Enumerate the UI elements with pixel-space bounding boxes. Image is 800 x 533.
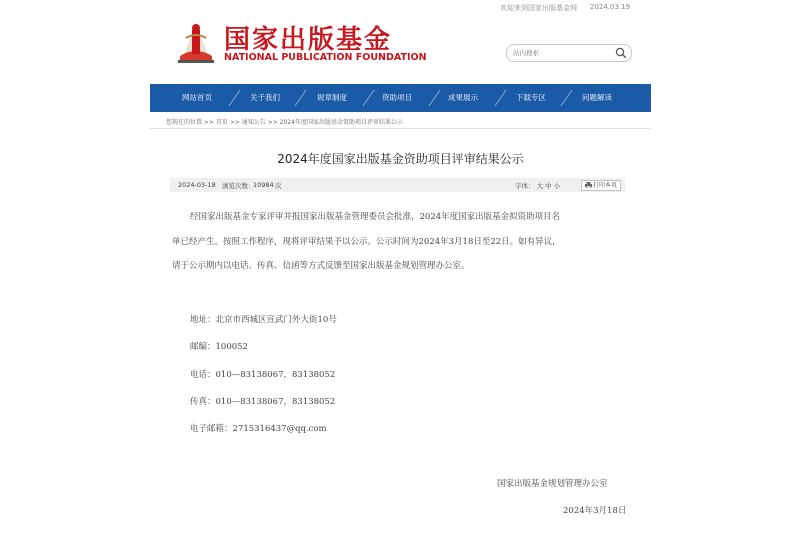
signature-date: 2024年3月18日	[563, 506, 627, 516]
main-nav	[150, 84, 651, 112]
breadcrumb-separator: >>	[265, 119, 280, 126]
contact-postcode: 邮编：100052	[190, 342, 248, 352]
nav-item-projects[interactable]: 资助项目	[382, 93, 412, 102]
logo-title-cn: 国家出版基金	[224, 25, 393, 55]
font-size-large[interactable]: 大	[536, 182, 544, 190]
print-label: 打印本页	[593, 182, 618, 189]
contact-fax: 传真：010—83138067，83138052	[190, 397, 336, 407]
paragraph-line: 请于公示期内以电话、传真、信函等方式反馈至国家出版基金规划管理办公室。	[172, 261, 470, 271]
logo-emblem-icon	[172, 16, 218, 64]
search-box	[506, 44, 632, 62]
font-size-small[interactable]: 小	[553, 182, 561, 190]
font-size-medium[interactable]: 中	[545, 182, 552, 190]
nav-item-home[interactable]: 网站首页	[182, 93, 212, 102]
signature-office: 国家出版基金规划管理办公室	[497, 479, 608, 489]
views-unit: 次	[275, 182, 282, 190]
views-label: 浏览次数：	[222, 182, 255, 190]
logo-title-en: NATIONAL PUBLICATION FOUNDATION	[224, 52, 427, 63]
nav-separator	[494, 90, 506, 106]
nav-item-regulations[interactable]: 规章制度	[317, 93, 347, 102]
breadcrumb-divider	[150, 128, 651, 129]
print-button[interactable]	[581, 180, 621, 191]
breadcrumb-current: 2024年度国家出版基金资助项目评审结果公示	[279, 119, 403, 126]
nav-separator	[228, 90, 240, 106]
top-bar	[0, 0, 800, 14]
font-size-control	[515, 181, 560, 190]
site-logo[interactable]	[172, 16, 432, 64]
top-date: 2024.03.19	[590, 3, 631, 11]
nav-item-downloads[interactable]: 下载专区	[516, 93, 546, 102]
contact-email: 电子邮箱：2715316437@qq.com	[190, 424, 327, 434]
breadcrumb	[166, 117, 403, 126]
nav-item-about[interactable]: 关于我们	[250, 93, 280, 102]
contact-address: 地址：北京市西城区宣武门外大街10号	[190, 315, 337, 325]
nav-item-achievements[interactable]: 成果展示	[448, 93, 478, 102]
nav-separator	[362, 90, 374, 106]
nav-separator	[560, 90, 572, 106]
breadcrumb-prefix: 您现在的位置	[166, 119, 203, 126]
views-count: 10984	[253, 181, 274, 189]
contact-phone: 电话：010—83138067，83138052	[190, 370, 336, 380]
publish-date: 2024-03-18	[178, 181, 216, 189]
printer-icon	[585, 182, 592, 188]
breadcrumb-separator: >>	[202, 119, 216, 126]
welcome-text: 欢迎来到国家出版基金网	[500, 4, 577, 12]
nav-separator	[294, 90, 306, 106]
paragraph-line: 单已经产生。按照工作程序，现将评审结果予以公示。公示时间为2024年3月18日至22日。如有异议，	[172, 237, 561, 247]
font-size-label: 字体：	[515, 182, 535, 190]
nav-item-faq[interactable]: 问题解读	[582, 93, 612, 102]
article-title: 2024年度国家出版基金资助项目评审结果公示	[277, 152, 524, 166]
breadcrumb-home[interactable]: 首页	[215, 119, 228, 126]
article-info-bar	[170, 178, 625, 192]
search-input[interactable]	[513, 46, 609, 60]
breadcrumb-separator: >>	[227, 119, 242, 126]
search-icon[interactable]	[615, 47, 627, 59]
breadcrumb-notices[interactable]: 通知公告	[241, 119, 266, 126]
nav-separator	[428, 90, 440, 106]
paragraph-line: 经国家出版基金专家评审并报国家出版基金管理委员会批准，2024年度国家出版基金拟资助项目名	[190, 212, 561, 222]
